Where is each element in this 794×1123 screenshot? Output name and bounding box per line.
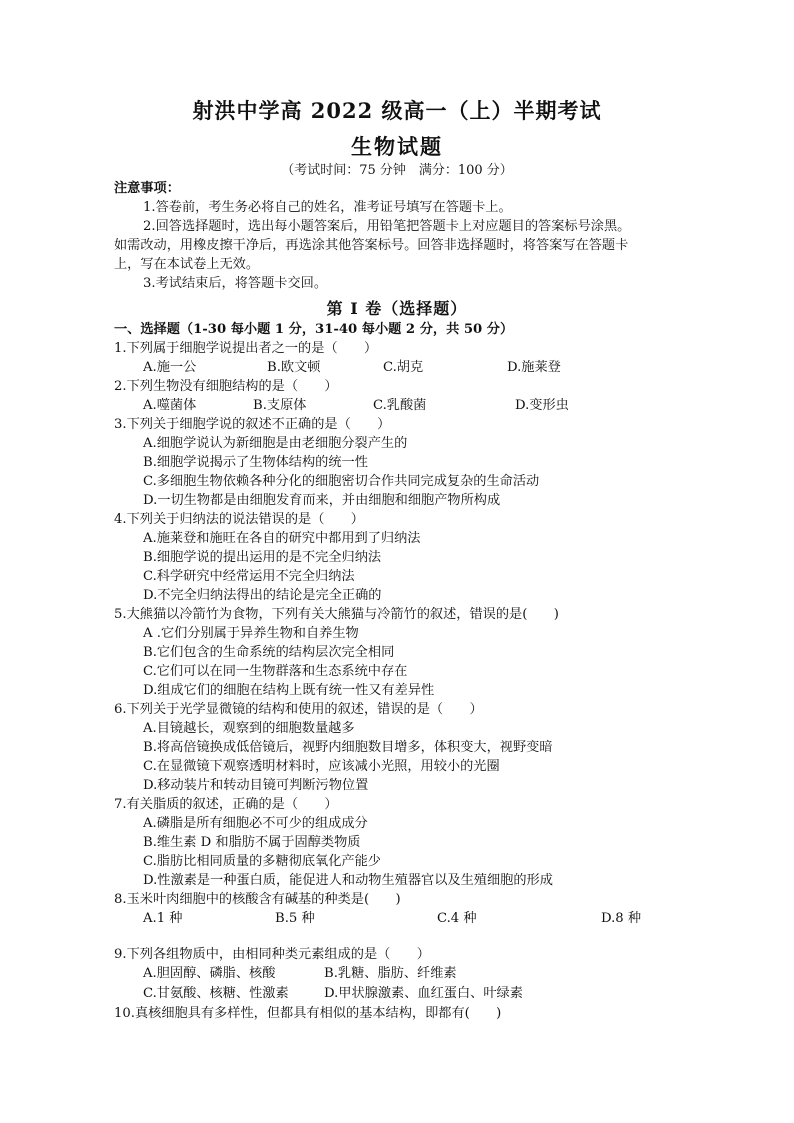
subject-title: 生物试题 — [351, 134, 443, 159]
answer-option: B.5 种 — [275, 911, 315, 926]
answer-option: B.细胞学说的提出运用的是不完全归纳法 — [143, 550, 382, 565]
question-stem: 2.下列生物没有细胞结构的是（ ） — [114, 379, 338, 394]
question-stem: 4.下列关于归纳法的说法错误的是（ ） — [114, 512, 364, 527]
answer-option: A.噬菌体 — [143, 398, 197, 413]
question-stem: 8.玉米叶肉细胞中的核酸含有碱基的种类是( ) — [114, 892, 401, 907]
answer-option: D.移动装片和转动目镜可判断污物位置 — [143, 778, 369, 793]
exam-info: （考试时间：75 分钟 满分：100 分） — [281, 163, 513, 178]
notes-heading: 注意事项： — [114, 181, 180, 196]
answer-option: D.甲状腺激素、血红蛋白、叶绿素 — [324, 986, 523, 1001]
exam-title: 射洪中学高 2022 级高一（上）半期考试 — [192, 98, 602, 123]
answer-option: D.8 种 — [601, 911, 642, 926]
part-title: 第 I 卷（选择题） — [326, 299, 468, 318]
answer-option: C.胡克 — [383, 360, 424, 375]
question-stem: 6.下列关于光学显微镜的结构和使用的叙述，错误的是（ ） — [114, 702, 483, 717]
answer-option: A.细胞学说认为新细胞是由老细胞分裂产生的 — [143, 436, 408, 451]
answer-option: D.性激素是一种蛋白质，能促进人和动物生殖器官以及生殖细胞的形成 — [143, 873, 553, 888]
answer-option: D.组成它们的细胞在结构上既有统一性又有差异性 — [143, 683, 435, 698]
answer-option: C.多细胞生物依赖各种分化的细胞密切合作共同完成复杂的生命活动 — [143, 474, 540, 489]
answer-option: A .它们分别属于异养生物和自养生物 — [143, 626, 359, 641]
question-stem: 1.下列属于细胞学说提出者之一的是（ ） — [114, 341, 378, 356]
answer-option: A.1 种 — [143, 911, 183, 926]
note-line: 2.回答选择题时，选出每小题答案后，用铅笔把答题卡上对应题目的答案标号涂黑。 — [143, 219, 631, 234]
answer-option: C.科学研究中经常运用不完全归纳法 — [143, 569, 355, 584]
note-line: 1.答卷前，考生务必将自己的姓名，准考证号填写在答题卡上。 — [143, 200, 512, 215]
answer-option: B.欧文顿 — [267, 360, 321, 375]
question-stem: 7.有关脂质的叙述，正确的是（ ） — [114, 797, 338, 812]
question-stem: 3.下列关于细胞学说的叙述不正确的是（ ） — [114, 417, 391, 432]
answer-option: D.一切生物都是由细胞发育而来，并由细胞和细胞产物所构成 — [143, 493, 501, 508]
section-heading: 一、选择题（1-30 每小题 1 分，31-40 每小题 2 分，共 50 分） — [114, 322, 514, 337]
answer-option: D.变形虫 — [515, 398, 569, 413]
answer-option: B.支原体 — [253, 398, 307, 413]
answer-option: C.脂肪比相同质量的多糖彻底氧化产能少 — [143, 854, 381, 869]
answer-option: B.维生素 D 和脂肪不属于固醇类物质 — [143, 835, 361, 850]
answer-option: B.将高倍镜换成低倍镜后，视野内细胞数目增多，体积变大，视野变暗 — [143, 740, 553, 755]
answer-option: D.不完全归纳法得出的结论是完全正确的 — [143, 588, 382, 603]
answer-option: B.它们包含的生命系统的结构层次完全相同 — [143, 645, 395, 660]
answer-option: A.施莱登和施旺在各自的研究中都用到了归纳法 — [143, 531, 421, 546]
question-stem: 9.下列各组物质中，由相同种类元素组成的是（ ） — [114, 947, 430, 962]
answer-option: C.它们可以在同一生物群落和生态系统中存在 — [143, 664, 408, 679]
answer-option: C.甘氨酸、核糖、性激素 — [143, 986, 289, 1001]
answer-option: C.在显微镜下观察透明材料时，应该减小光照，用较小的光圈 — [143, 759, 500, 774]
answer-option: C.4 种 — [437, 911, 477, 926]
answer-option: B.细胞学说揭示了生物体结构的统一性 — [143, 455, 368, 470]
answer-option: A.施一公 — [143, 360, 197, 375]
answer-option: A.胆固醇、磷脂、核酸 — [143, 966, 276, 981]
answer-option: B.乳糖、脂肪、纤维素 — [324, 966, 457, 981]
question-stem: 5.大熊猫以冷箭竹为食物，下列有关大熊猫与冷箭竹的叙述，错误的是( ) — [114, 607, 559, 622]
note-line: 3.考试结束后，将答题卡交回。 — [143, 276, 328, 291]
answer-option: D.施莱登 — [507, 360, 561, 375]
question-stem: 10.真核细胞具有多样性，但都具有相似的基本结构，即都有( ) — [114, 1006, 502, 1021]
answer-option: A.目镜越长，观察到的细胞数量越多 — [143, 721, 355, 736]
answer-option: C.乳酸菌 — [373, 398, 427, 413]
answer-option: A.磷脂是所有细胞必不可少的组成成分 — [143, 816, 368, 831]
note-line: 上，写在本试卷上无效。 — [114, 257, 260, 272]
note-line: 如需改动，用橡皮擦干净后，再选涂其他答案标号。回答非选择题时，将答案写在答题卡 — [114, 238, 629, 253]
